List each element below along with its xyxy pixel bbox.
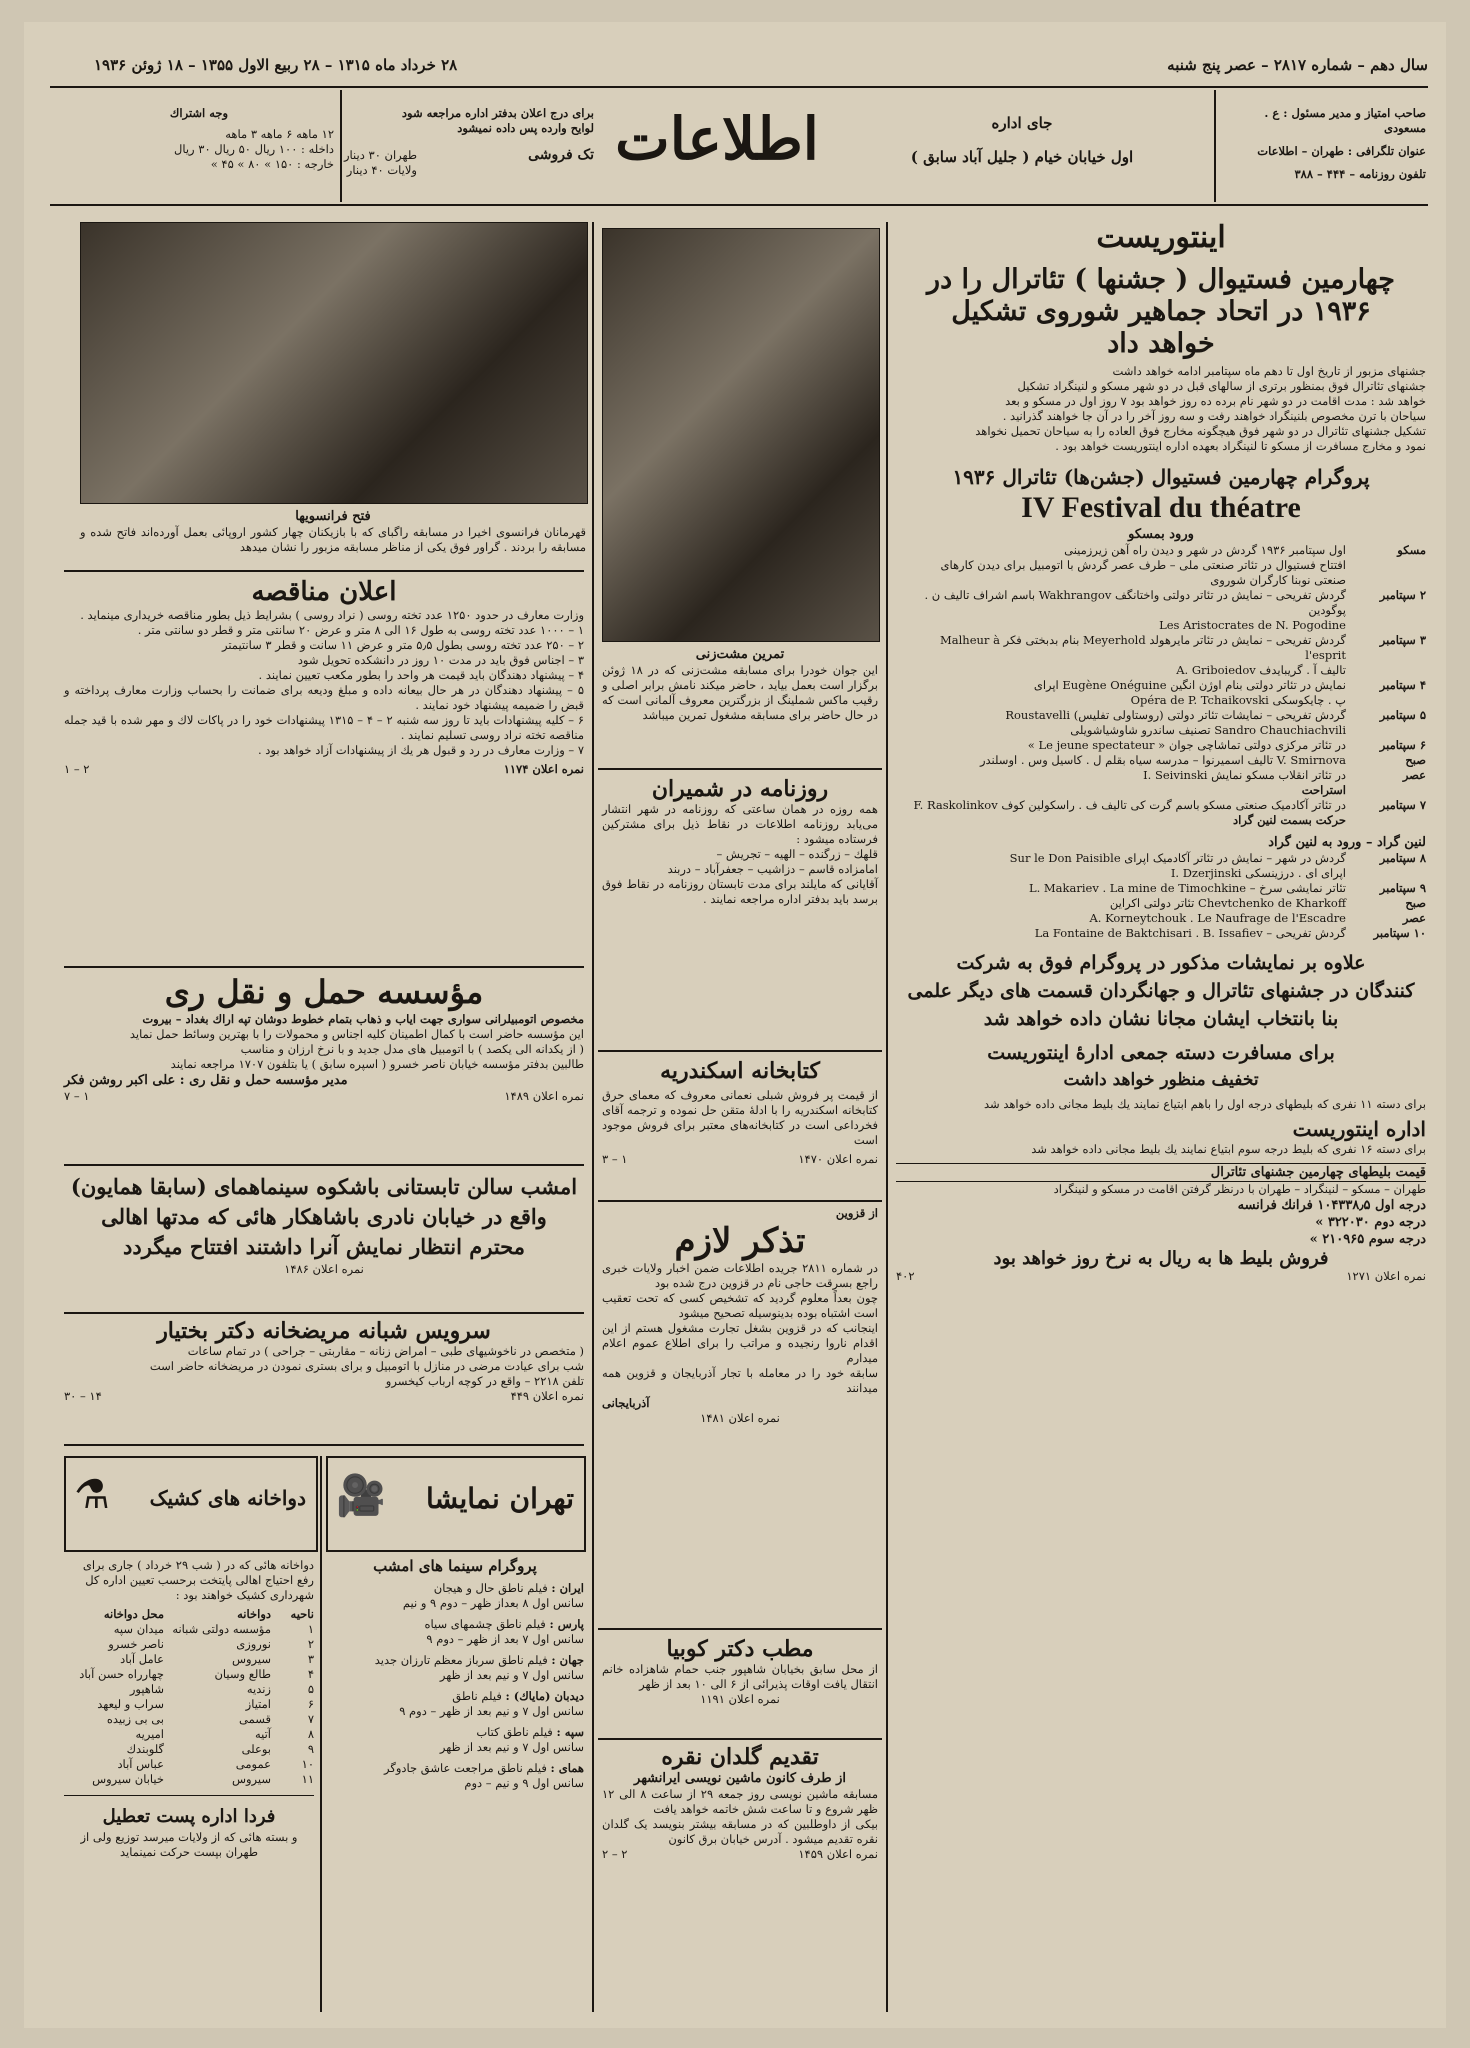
intourist-headline-1: چهارمین فستیوال ( جشنها ) تئاترال را در [927,264,1395,295]
route-text: طهران – مسکو – لنینگراد – طهران با درنظر گرفتن اقامت در مسکو و لنینگراد [1053,1182,1426,1196]
schedule-row [896,543,1426,558]
cinema-ad-line-1: امشب سالن تابستانی باشکوه سینماهمای (سابقا همایون) [70,1174,578,1199]
schedule-day: صبح [1405,896,1426,910]
schedule-text: Sandro Chauchiachvili تصنیف ساندرو شاوشیاشویلی [1070,723,1346,737]
intourist-line: جشنهای تئاترال فوق بمنظور برتری از سالهای قبل در دو شهر مسکو و لنینگراد تشکیل [1017,379,1426,393]
schedule-text: Les Aristocrates de N. Pogodine [1159,618,1346,632]
intourist-headline-3: خواهد داد [1107,328,1215,359]
tender-title: اعلان مناقصه [251,577,397,607]
cell: آتیه [254,1727,271,1741]
transport-line: طالبین بدفتر مؤسسه خیابان ناصر خسرو ( اسپره سابق ) یا بتلفون ۱۷۰۷ مراجعه نمایند [170,1057,584,1071]
typing-contest-code: ۲ – ۲ [602,1847,628,1861]
cell: ۲ [307,1637,314,1651]
date-line: ۲۸ خرداد ماه ۱۳۱۵ – ۲۸ ربیع الاول ۱۳۵۵ – ۱۸ ژوئن ۱۹۳۶ [94,56,458,74]
schedule-row [896,798,1426,813]
cinema-show: سانس اول ۷ و نیم بعد از ظهر [439,1668,584,1682]
transport-code: ۱ – ۷ [64,1089,90,1103]
schedule-day: ۵ سپتامبر [1379,708,1426,722]
cell: عباس آباد [117,1757,164,1771]
intourist-office-title: اداره اینتوریست [1292,1117,1426,1141]
subs-foreign: خارجه : ۱۵۰ » ۸۰ » ۴۵ » [210,157,334,171]
ad-notes [344,106,594,178]
transport-line: این مؤسسه حاضر است با کمال اطمینان کلیه اجناس و محمولات را با بهترین وسائط حمل نماید [129,1027,584,1041]
cell: ۵ [307,1682,314,1696]
hospital-line: شب برای عیادت مرضی در منازل با اتومبیل و برای بستری نمودن در مریضخانه حاضر است [149,1359,584,1373]
schedule-row [896,768,1426,783]
price-label: تک فروشی [528,147,594,163]
schedule-text: گردش تفریحی – نمایش در تئاتر مایرهولد Meyerhold بنام بدبختی فکر Malheur à l'esprit [940,633,1346,662]
owner-line: صاحب امتیاز و مدیر مسئول : ع . مسعودی [1264,106,1426,135]
qazvin-line: اینجانب که در قزوین بشغل تجارت مشغول هستم از این اقدام ناروا رنجیده و مراتب را برای اطلاع عموم اعلام میدارم [602,1321,878,1365]
price-class-3: درجه سوم ۲۱۰۹۶۵ » [1309,1232,1426,1247]
cell: امیریه [135,1727,164,1741]
cell: ۴ [307,1667,314,1681]
schedule-day: ۳ سپتامبر [1379,633,1426,647]
tender-line: ۱ – ۱۰۰۰ عدد تخته روسی به طول ۱۶ الی ۸ متر و عرض ۲۰ سانتی متر و قطر دو سانتی متر . [137,623,584,637]
schedule-row [896,558,1426,573]
schedule-row [896,753,1426,768]
library-ad [602,1058,878,1167]
boxing-caption-text: این جوان خودرا برای مسابقه مشت‌زنی که در ۱۸ ژوئن برگزار است بعمل بیاید ، حاضر میکند نامش برابر اصلی و رقیب ماکس شملینگ از بزرگترین معروف آلمانی است که در حال حاضر برای مسابقه مشغول تمرین میباشد [602,663,879,722]
cinema-item [326,1725,584,1755]
theatre-logo-text: تهران نمایشا [425,1482,574,1515]
schedule-row [896,813,1426,828]
qazvin-tag: از قزوین [835,1206,878,1220]
schedule-day [1346,866,1426,881]
cinema-name: جهان : [551,1653,584,1667]
cinema-name: پارس : [549,1617,584,1631]
subs-domestic: داخله : ۱۰۰ ریال ۵۰ ریال ۳۰ ریال [174,142,334,156]
schedule-day [1346,663,1426,678]
cinema-film: فیلم ناطق مراجعت عاشق جادوگر [384,1761,547,1775]
shemiran-line: همه روزه در همان ساعتی که روزنامه در شهر انتشار می‌یابد روزنامه اطلاعات در نقاط ذیل برای مشترکین فرستاده میشود : [602,802,878,846]
cell: ۸ [307,1727,314,1741]
schedule-text: در تئاتر انقلاب مسکو نمایش I. Seivinski [1143,768,1346,782]
typing-contest-line: مسابقه ماشین نویسی روز جمعه ۲۹ از ساعت ۸ الی ۱۲ ظهر شروع و تا ساعت شش خاتمه خواهد یافت [602,1787,878,1816]
typing-contest-title: تقدیم گلدان نقره [661,1744,819,1770]
intourist-line: تشکیل جشنهای تئاترال در دو شهر فوق هیچگونه مخارج فوق العاده را به سیاحان تحمیل نخواهد [975,424,1426,438]
typing-contest-sub: از طرف کانون ماشین نویسی ایرانشهر [634,1771,846,1786]
tender-line: وزارت معارف در حدود ۱۲۵۰ عدد تخته روسی ( نراد روسی ) بشرایط ذیل بطور مناقصه خریداری مینماید . [80,608,584,622]
cell: شاهپور [129,1682,164,1696]
schedule-row [896,633,1426,663]
schedule-text: اپرای ای . درزینسکی I. Dzerjinski [1170,866,1346,880]
tender-line: ۲ – ۲۵۰ عدد تخته روسی بطول ۵٫۵ متر و عرض ۱۱ سانت و قطر ۳ سانتیمتر [221,638,584,652]
prices-title: قیمت بلیطهای چهارمین جشنهای تئاترال [896,1163,1426,1182]
typing-contest-body [602,1787,878,1847]
office-box [842,114,1202,166]
typing-contest-ad-number: نمره اعلان ۱۴۵۹ [798,1847,878,1861]
tender-line: ۵ – پیشنهاد دهندگان در هر حال بیعانه داده و مبلغ ودیعه برای ضمانت را بحساب وزارت معارف پرداخته و قبض را ضمیمه پیشنهاد خود نمایند . [64,683,584,712]
cinema-item [326,1689,584,1719]
closing-line-3: بنا بانتخاب ایشان مجانا نشان داده خواهد شد [983,1008,1339,1030]
group-note: برای دسته ۱۱ نفری که بلیطهای درجه اول را باهم ابتیاع نمایند یك بلیط مجانی داده خواهد شد [984,1097,1426,1111]
tender-ad [64,576,584,777]
schedule-day: ۹ سپتامبر [1379,881,1426,895]
transport-subtitle: مخصوص اتومبیلرانی سواری جهت ایاب و ذهاب بتمام خطوط دوشان تپه اراك بغداد – بیروت [142,1012,584,1026]
hospital-title: سرویس شبانه مریضخانه دکتر بختیار [157,1318,491,1344]
masthead-title: اطلاعات [615,105,819,173]
cell: ۱۰ [301,1757,314,1771]
qazvin-title: تذکر لازم [674,1221,806,1261]
pharmacy-row [64,1652,314,1667]
price-class-1: درجه اول ۱۰۴۳۳۸٫۵ فرانك فرانسه [1237,1198,1426,1213]
qazvin-line: چون بعداً معلوم گردید که تشخیص کسی که تحت تعقیب است اشتباه بوده بدینوسیله تصحیح میشود [602,1291,878,1320]
arrival-moscow: ورود بمسکو [1128,527,1194,542]
subscription-box [64,106,334,172]
pharmacy-row [64,1667,314,1682]
schedule-day: ۶ سپتامبر [1379,738,1426,752]
intourist-closing [896,949,1426,1284]
office-address: اول خیابان خیام ( جلیل آباد سابق ) [910,148,1134,166]
moscow-schedule [896,543,1426,828]
pharmacy-row [64,1622,314,1637]
schedule-row [896,573,1426,588]
pharmacy-header [64,1607,314,1622]
cell: ناصر خسرو [108,1637,164,1651]
pharmacy-col-shop: دواخانه [237,1607,271,1621]
price-provinces: ولایات ۴۰ دینار [346,163,417,177]
boxing-photo [602,228,880,642]
cell: قسمی [239,1712,271,1726]
cinema-film: فیلم ناطق کتاب [476,1725,553,1739]
schedule-day [1346,558,1426,573]
intourist-ad-number: نمره اعلان ۱۲۷۱ [1346,1269,1426,1283]
transport-title: مؤسسه حمل و نقل ری [164,973,484,1011]
transport-manager: مدیر مؤسسه حمل و نقل ری : علی اکبر روشن فکر [64,1073,348,1088]
telegraph-line: عنوان تلگرافی : طهران – اطلاعات [1257,144,1426,158]
transport-ad-number: نمره اعلان ۱۴۸۹ [504,1089,584,1103]
schedule-day: ۸ سپتامبر [1379,851,1426,865]
cinema-item [326,1761,584,1791]
pharmacy-row [64,1772,314,1787]
schedule-row [896,926,1426,941]
library-text: از قیمت پر فروش شبلی نعمانی معروف که معمای حرق کتابخانه اسکندریه را با ادلهٔ متقن حل نموده و ترجمه آقای فخرداعی است در کتابخانه‌های معتبر برای فروش موجود است [602,1088,878,1147]
schedule-day [1346,618,1426,633]
qazvin-body [602,1261,878,1396]
schedule-text: تئاتر نمایشی سرخ – L. Makariev . La mine de Timochkine [1028,881,1346,895]
rugby-caption-text: قهرمانان فرانسوی اخیرا در مسابقه راگبای که با بازیکنان چهار کشور اروپائی بعمل آورده‌اند فاتح شده و مسابقه را بردند . گراور فوق یکی از مناظر مسابقه مزبور را نشان میدهد [80,525,586,554]
cell: میدان سپه [113,1622,164,1636]
schedule-day: صبح [1405,753,1426,767]
travel-line-2: تخفیف منظور خواهد داشت [1063,1070,1259,1090]
film-camera-icon: 🎥 [336,1473,386,1519]
cinema-show: سانس اول ۹ و نیم – دوم [464,1776,584,1790]
cell: امتیاز [245,1697,271,1711]
schedule-row [896,663,1426,678]
schedule-row [896,881,1426,896]
travel-line-1: برای مسافرت دسته جمعی ادارهٔ اینتوریست [987,1042,1335,1064]
pharmacy-row [64,1697,314,1712]
theatre-logo [326,1456,586,1552]
clinic-ad-number: نمره اعلان ۱۱۹۱ [700,1692,780,1706]
intourist-code: ۴۰۲ [896,1269,915,1283]
schedule-row [896,851,1426,866]
cell: عامل آباد [120,1652,164,1666]
schedule-row [896,678,1426,693]
cell: نوروزی [236,1637,271,1651]
schedule-text: صنعتی نوبنا کارگران شوروی [1210,573,1346,587]
library-title: کتابخانه اسکندریه [660,1058,820,1084]
schedule-text: Chevtchenko de Kharkoff تئاتر دولتی اکراین [1109,896,1346,910]
pharmacy-intro: دواخانه هائی که در ( شب ۲۹ خرداد ) جاری برای رفع احتیاج اهالی پایتخت برحسب تعیین اداره کل شهرداری کشیک خواهند بود : [82,1558,314,1602]
schedule-day: عصر [1402,768,1426,782]
pharmacy-col-district: ناحیه [290,1607,314,1621]
post-holiday-text: و بسته هائی که از ولایات میرسد توزیع ولی از طهران بپست حرکت نمینماید [80,1830,298,1859]
intourist-body [896,364,1426,454]
hospital-ad-number: نمره اعلان ۴۴۹ [510,1389,584,1403]
schedule-day: ۷ سپتامبر [1379,798,1426,812]
hospital-ad [64,1318,584,1404]
schedule-day: ۱۰ سپتامبر [1373,926,1426,940]
cell: سیروس [231,1652,271,1666]
schedule-text: حرکت بسمت لنین گراد [1233,813,1346,827]
intourist-article [896,222,1426,1284]
phone-line: تلفون روزنامه – ۴۴۴ – ۳۸۸ [1294,167,1426,181]
rugby-caption [80,508,586,555]
schedule-day [1346,723,1426,738]
cinema-name: ایران : [551,1581,584,1595]
boxing-caption-title: تمرین مشت‌زنی [695,647,785,662]
festival-french-title: IV Festival du théatre [1021,491,1301,524]
cinema-item [326,1581,584,1611]
shemiran-line: آقایانی که مایلند برای مدت تابستان روزنامه در نقاط فوق برسد باید بدفتر اداره مراجعه نمایند . [602,877,878,906]
tender-line: ۶ – کلیه پیشنهادات باید تا روز سه شنبه ۲ – ۴ – ۱۳۱۵ پیشنهادات خود را در پاکات لاك و مهر شده با قید جمله مناقصه تخته نراد روسی تسلیم نمایند . [64,713,585,742]
tender-code: ۲ – ۱ [64,762,90,776]
cinema-film: فیلم ناطق چشمهای سیاه [424,1617,546,1631]
schedule-row [896,866,1426,881]
schedule-text: گردش تفریحی – La Fontaine de Baktchisari . B. Issafiev [1034,926,1346,940]
intourist-line: خواهد شد : مدت اقامت در دو شهر نام برده ده روز خواهد بود ۷ روز اول در مسکو و بعد [1005,394,1426,408]
cinema-item [326,1653,584,1683]
schedule-day [1346,813,1426,828]
rugby-photo [80,222,588,504]
cinema-item [326,1617,584,1647]
qazvin-notice [602,1206,878,1426]
schedule-row [896,708,1426,723]
cell: بی بی زبیده [106,1712,164,1726]
schedule-day [1346,693,1426,708]
tender-line: ۷ – وزارت معارف در رد و قبول هر یك از پیشنهادات آزاد خواهد بود . [257,743,584,757]
cell: چهارراه حسن آباد [79,1667,164,1681]
cinema-ad-line-2: واقع در خیابان نادری باشاهکار هائی که مدتها اهالی [101,1204,547,1229]
schedule-text: در تئاتر آکادمیک صنعتی مسکو باسم گرت کی تالیف ف . راسکولین کوف F. Raskolinkov [913,798,1346,812]
transport-line: ( از یکدانه الی یکصد ) با اتومبیل های مدل جدید و با نرخ ارزان و مناسب [240,1042,584,1056]
ad-note-2: لوایح وارده پس داده نمیشود [457,121,594,135]
cell: مؤسسه دولتی شبانه [172,1622,271,1636]
qazvin-ad-number: نمره اعلان ۱۴۸۱ [700,1411,780,1425]
tender-body [64,608,584,758]
intourist-line: سیاحان با ترن مخصوص بلنینگراد خواهند رفت و سه روز آخر را در آن جا خواهند گذرانید . [1002,409,1426,423]
cinema-name: دیدبان (مایاك) : [505,1689,584,1703]
newspaper-page [24,22,1446,2028]
cell: سیروس [231,1772,271,1786]
rugby-caption-title: فتح فرانسویها [295,509,371,524]
shemiran-news [602,776,878,907]
pharmacy-logo-text: دواخانه های کشیک [149,1486,306,1510]
pharmacy-row [64,1682,314,1697]
cinema-film: فیلم ناطق [452,1689,502,1703]
schedule-row [896,618,1426,633]
cell: ۳ [307,1652,314,1666]
pharmacy-row [64,1727,314,1742]
schedule-text: اول سپتامبر ۱۹۳۶ گردش در شهر و دیدن راه آهن زیرزمینی [1064,543,1346,557]
masthead-info [1226,106,1426,182]
tender-ad-number: نمره اعلان ۱۱۷۴ [503,762,584,776]
intourist-line: نمود و مخارج مسافرت از مسکو تا لنینگراد بعهده اداره اینتوریست خواهد بود . [1055,439,1426,453]
schedule-text: افتتاح فستیوال در تئاتر صنعتی ملی – طرف عصر گردش با اتومبیل برای دیدن کارهای [940,558,1346,572]
post-holiday-title: فردا اداره پست تعطیل [102,1806,276,1827]
cinema-program [326,1558,584,1791]
schedule-text: A. Korneytchouk . Le Naufrage de l'Escadre [1089,911,1346,925]
schedule-row [896,896,1426,911]
schedule-text: گردش در شهر – نمایش در تئاتر آکادمیک اپرای Sur le Don Paisible [1009,851,1346,865]
pharmacist-icon: ⚗ [74,1472,110,1518]
intourist-headline-2: ۱۹۳۶ در اتحاد جماهیر شوروی تشکیل [951,296,1371,327]
ad-note-1: برای درج اعلان بدفتر اداره مراجعه شود [401,106,594,120]
hospital-body [64,1344,584,1389]
cell: زندیه [246,1682,271,1696]
schedule-text: گردش تفریحی – نمایش در تئاتر دولتی واختانگف Wakhrangov باسم اشراف تالیف ن . پوگودین [924,588,1346,617]
closing-line-1: علاوه بر نمایشات مذکور در پروگرام فوق به شرکت [956,952,1366,974]
cinema-opening-ad [64,1172,584,1277]
schedule-row [896,911,1426,926]
pharmacy-logo [64,1456,318,1552]
boxing-caption [602,646,878,723]
shemiran-title: روزنامه در شمیران [651,776,829,802]
schedule-text: V. Smirnova تالیف اسمیرنوا – مدرسه سیاه بقلم ل . کاسیل وس . اوسلندر [979,753,1346,767]
schedule-row [896,588,1426,618]
office-label: جای اداره [991,114,1053,132]
price-tehran: طهران ۳۰ دینار [344,148,417,162]
pharmacy-row [64,1742,314,1757]
schedule-row [896,783,1426,798]
schedule-day [1346,573,1426,588]
qazvin-line: سابقه خود را در معامله با تجار آذربایجان و قزوین همه میدانند [602,1366,878,1395]
intourist-office-text: برای دسته ۱۶ نفری که بلیط درجه سوم ابتیاع نمایند یك بلیط مجانی داده خواهد شد [1031,1142,1426,1156]
hospital-code: ۱۴ – ۳۰ [64,1389,102,1403]
shemiran-line: امامزاده قاسم – دزاشیب – جعفرآباد – دربند [667,862,878,876]
schedule-text: استراحت [1301,783,1346,797]
schedule-day: مسکو [1397,543,1426,557]
schedule-text: در تئاتر مرکزی دولتی تماشاچی جوان « Le jeune spectateur » [1027,738,1346,752]
shemiran-body [602,802,878,907]
cinema-film: فیلم ناطق سرباز معظم تارزان جدید [374,1653,548,1667]
pharmacy-list [64,1558,314,1860]
cinema-ad-number: نمره اعلان ۱۴۸۶ [284,1262,364,1276]
intourist-line: جشنهای مزبور از تاریخ اول تا دهم ماه سپتامبر ادامه خواهد داشت [1112,364,1426,378]
typing-contest-ad [602,1744,878,1862]
schedule-text: پ . چایکوسکی Opéra de P. Tchaikovski [1130,693,1346,707]
cell: ۱۱ [301,1772,314,1786]
cinema-ad-line-3: محترم انتظار نمایش آنرا داشتند افتتاح میگردد [123,1234,525,1259]
shemiran-line: قلهك – زرگنده – الهیه – تجریش – [716,847,878,861]
subs-label: وجه اشتراك [169,106,229,120]
tender-line: ۳ – اجناس فوق باید در مدت ۱۰ روز در دانشکده تحویل شود [297,653,584,667]
cell: خیابان سیروس [92,1772,164,1786]
cinema-program-title: پروگرام سینما های امشب [373,1557,537,1575]
transport-ad [64,972,584,1104]
clinic-text: از محل سابق بخیابان شاهپور جنب حمام شاهزاده خانم انتقال یافت اوقات پذیرائی از ۶ الی ۱۰ بعد از ظهر [602,1662,878,1691]
hospital-line: تلفن ۲۲۱۸ – واقع در کوچه ارباب کیخسرو [385,1374,584,1388]
pharmacy-row [64,1712,314,1727]
library-code: ۱ – ۳ [602,1152,628,1166]
qazvin-signature: آذربایجانی [602,1396,650,1410]
cinema-show: سانس اول ۷ و نیم بعد از ظهر – دوم ۹ [399,1704,584,1718]
leningrad-heading: لنین گراد – ورود به لنین گراد [1268,835,1426,850]
cinema-show: سانس اول ۸ بعداز ظهر – دوم ۹ و نیم [402,1596,584,1610]
transport-body [64,1027,584,1072]
cell: ۱ [307,1622,314,1636]
cinema-show: سانس اول ۷ و نیم بعد از ظهر [439,1740,584,1754]
hospital-line: ( متخصص در ناخوشیهای طبی – امراض زنانه – مقاربتی – جراحی ) در تمام ساعات [187,1344,584,1358]
cell: ۷ [307,1712,314,1726]
cell: طالع وسیان [214,1667,271,1681]
program-title: پروگرام چهارمین فستیوال (جشن‌ها) تئاترال ۱۹۳۶ [952,465,1370,489]
cell: ۹ [307,1742,314,1756]
intourist-title: اینتوریست [1096,220,1226,255]
schedule-text: تالیف آ . گریبایدف A. Griboiedov [1176,663,1346,677]
cell: عمومی [235,1757,271,1771]
tender-line: ۴ – پیشنهاد دهندگان باید قیمت هر واحد را بطور مکعب تعیین نمایند . [258,668,584,682]
price-class-2: درجه دوم ۳۲۲۰۳۰ » [1315,1215,1426,1230]
cinema-film: فیلم ناطق حال و هیجان [433,1581,548,1595]
qazvin-line: در شماره ۲۸۱۱ جریده اطلاعات ضمن اخبار ولایات خبری راجع بسرقت حاجی نام در قزوین درج شده بود [602,1261,878,1290]
schedule-text: گردش تفریحی – نمایشات تئاتر دولتی (روستاولی تفلیس) Roustavelli [1005,708,1346,722]
cell: گلوبندك [126,1742,164,1756]
cinema-name: سپه : [556,1725,584,1739]
cell: بوعلی [241,1742,271,1756]
cell: سراب و لیعهد [97,1697,164,1711]
closing-line-2: کنندگان در جشنهای تئاترال و جهانگردان قسمت های دیگر علمی [907,980,1415,1002]
pharmacy-col-area: محل دواخانه [103,1607,164,1621]
schedule-day: عصر [1402,911,1426,925]
schedule-row [896,723,1426,738]
library-ad-number: نمره اعلان ۱۴۷۰ [798,1152,878,1166]
cinema-name: همای : [550,1761,584,1775]
schedule-row [896,693,1426,708]
pharmacy-row [64,1637,314,1652]
pharmacy-row [64,1757,314,1772]
schedule-day [1346,783,1426,798]
clinic-ad [602,1636,878,1707]
schedule-text: نمایش در تئاتر دولتی بنام اوژن انگین Eugène Onéguine اپرای [1033,678,1346,692]
clinic-title: مطب دکتر کوبیا [666,1636,814,1662]
schedule-day: ۴ سپتامبر [1379,678,1426,692]
schedule-row [896,738,1426,753]
typing-contest-line: بیکی از داوطلبین که در مسابقه بیشتر بنویسد یک گلدان نقره تقدیم میشود . آدرس خیابان برق کانون [602,1817,878,1846]
cell: ۶ [307,1697,314,1711]
schedule-day: ۲ سپتامبر [1379,588,1426,602]
ticket-sale-note: فروش بلیط ها به ریال به نرخ روز خواهد بود [993,1248,1329,1269]
cinema-show: سانس اول ۷ بعد از ظهر – دوم ۹ [426,1632,584,1646]
leningrad-schedule [896,851,1426,941]
subs-head: ۱۲ ماهه ۶ ماهه ۳ ماهه [225,127,334,141]
issue-line: سال دهم – شماره ۲۸۱۷ – عصر پنج شنبه [1167,56,1428,74]
